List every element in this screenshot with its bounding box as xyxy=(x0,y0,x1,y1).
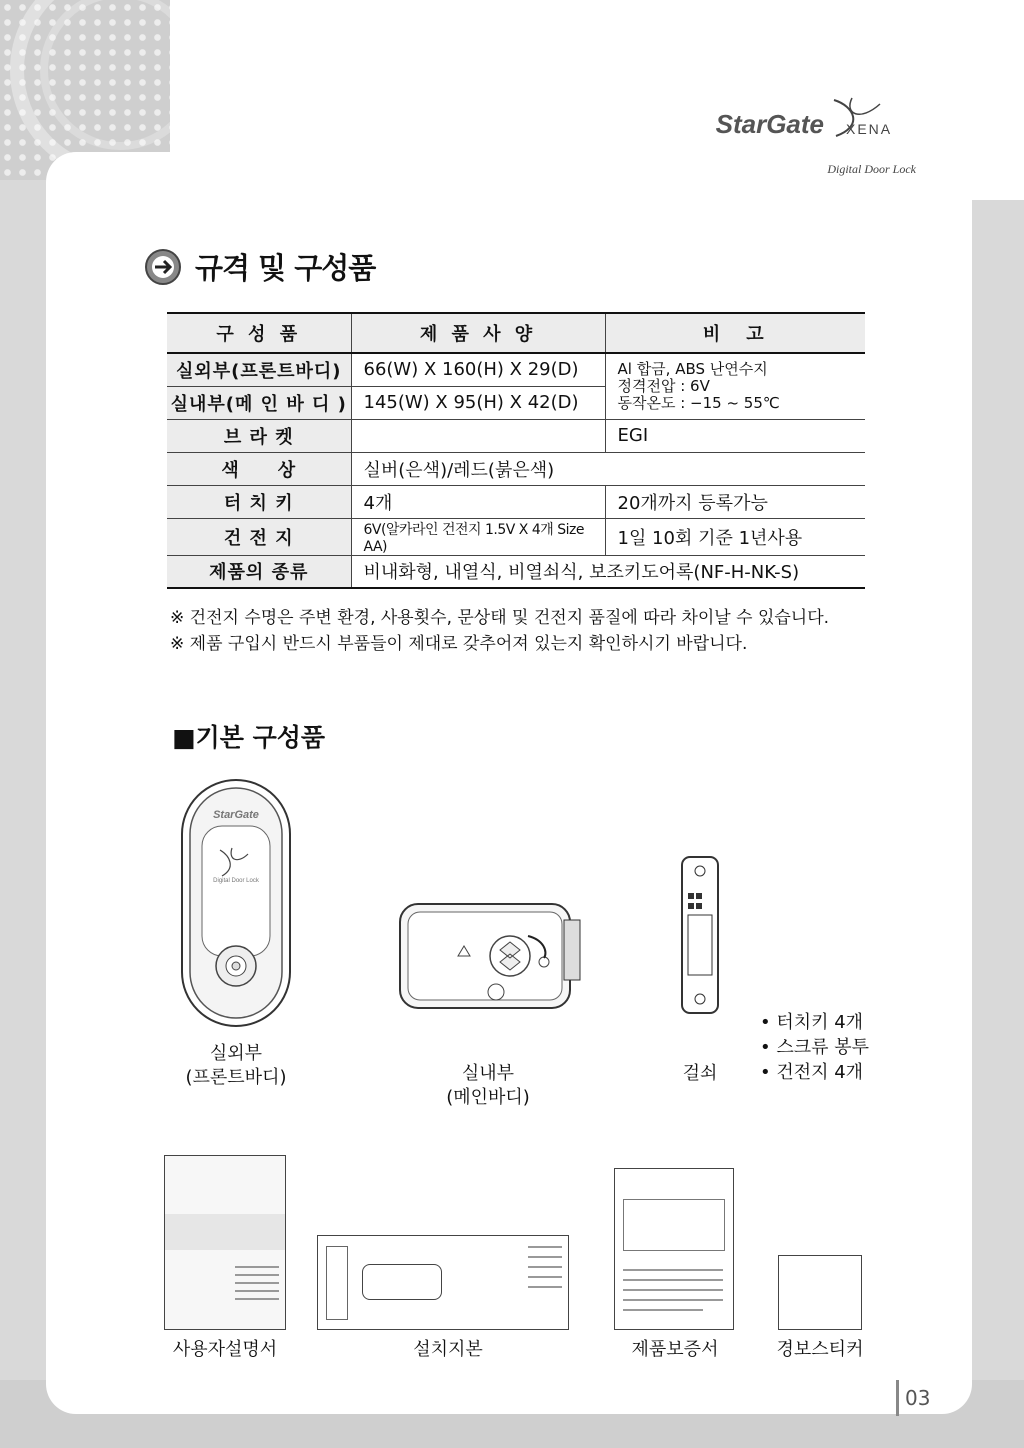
caption-line: 실외부 xyxy=(209,1043,263,1064)
header-note: 비 고 xyxy=(605,313,865,353)
list-item: • 스크류 봉투 xyxy=(760,1037,870,1058)
brand-logo xyxy=(716,96,904,140)
caption-line: (프론트바디) xyxy=(185,1067,287,1088)
row-label-main: 실내부(메 인 바 디 ) xyxy=(167,386,351,419)
note-check-parts: ※ 제품 구입시 반드시 부품들이 제대로 갖추어져 있는지 확인하시기 바랍니다. xyxy=(170,634,748,654)
warranty-thumbnail xyxy=(614,1168,734,1330)
table-row xyxy=(167,555,865,588)
components-title: ■기본 구성품 xyxy=(172,723,326,752)
table-row xyxy=(167,353,865,386)
caption-line: 실내부 xyxy=(461,1063,515,1084)
table-row xyxy=(167,452,865,485)
row-label-types: 제품의 종류 xyxy=(167,555,351,588)
front-body-caption xyxy=(176,1042,296,1090)
row-spec-battery: 6V(알카라인 건전지 1.5V X 4개 Size AA) xyxy=(351,518,605,555)
list-item: • 건전지 4개 xyxy=(760,1062,864,1083)
section-heading xyxy=(143,246,375,287)
note-line: 정격전압 : 6V xyxy=(617,376,710,395)
front-body-illustration xyxy=(180,778,292,1028)
caption-line: (메인바디) xyxy=(446,1087,530,1108)
front-logo-text: StarGate xyxy=(213,809,259,821)
table-row xyxy=(167,518,865,555)
arrow-circle-icon xyxy=(143,247,183,287)
warranty-form-box xyxy=(623,1199,725,1251)
extras-list xyxy=(760,1010,869,1085)
row-note-bracket: EGI xyxy=(605,419,865,452)
row-label-touchkey: 터 치 키 xyxy=(167,485,351,518)
template-lock-shape xyxy=(362,1264,442,1300)
list-item: • 터치키 4개 xyxy=(760,1012,864,1033)
table-row xyxy=(167,419,865,452)
row-spec-touchkey: 4개 xyxy=(351,485,605,518)
row-label-color: 색 상 xyxy=(167,452,351,485)
xena-logo-icon xyxy=(824,96,904,140)
row-spec-front: 66(W) X 160(H) X 29(D) xyxy=(351,353,605,386)
row-note-touchkey: 20개까지 등록가능 xyxy=(605,485,865,518)
row-spec-bracket xyxy=(351,419,605,452)
notes xyxy=(170,605,829,657)
warranty-caption: 제품보증서 xyxy=(631,1339,719,1360)
manual-caption: 사용자설명서 xyxy=(172,1339,278,1360)
table-header-row xyxy=(167,313,865,353)
strike-illustration xyxy=(680,855,720,1015)
main-body-caption xyxy=(438,1062,538,1110)
template-strike-shape xyxy=(326,1246,348,1320)
template-thumbnail xyxy=(317,1235,569,1330)
note-line: Al 합금, ABS 난연수지 xyxy=(617,359,768,378)
front-sub-text: Digital Door Lock xyxy=(213,878,259,884)
row-spec-main: 145(W) X 95(H) X 42(D) xyxy=(351,386,605,419)
row-note-battery: 1일 10회 기준 1년사용 xyxy=(605,518,865,555)
xena-text: XENA xyxy=(846,121,893,137)
strike-caption: 걸쇠 xyxy=(682,1063,718,1084)
page-number: 03 xyxy=(896,1380,930,1416)
sticker-caption: 경보스티커 xyxy=(776,1339,864,1360)
main-body-illustration xyxy=(398,900,582,1012)
manual-thumbnail xyxy=(164,1155,286,1330)
row-label-battery: 건 전 지 xyxy=(167,518,351,555)
header-spec: 제 품 사 양 xyxy=(351,313,605,353)
spec-table xyxy=(167,312,865,589)
section-title: 규격 및 구성품 xyxy=(195,251,376,285)
row-spec-color: 실버(은색)/레드(붉은색) xyxy=(351,452,865,485)
note-line: 동작온도 : −15 ~ 55℃ xyxy=(617,393,780,412)
brand-name: StarGate xyxy=(715,109,824,139)
row-spec-types: 비내화형, 내열식, 비열쇠식, 보조키도어록(NF-H-NK-S) xyxy=(351,555,865,588)
template-caption: 설치지본 xyxy=(413,1339,483,1360)
table-row xyxy=(167,485,865,518)
row-label-bracket: 브 라 켓 xyxy=(167,419,351,452)
row-note-body xyxy=(605,353,865,419)
header-component: 구 성 품 xyxy=(167,313,351,353)
manual-band xyxy=(165,1214,285,1250)
note-battery-life: ※ 건전지 수명은 주변 환경, 사용횟수, 문상태 및 건전지 품질에 따라 차이날 수 있습니다. xyxy=(170,608,830,628)
row-label-front: 실외부(프론트바디) xyxy=(167,353,351,386)
sticker-thumbnail xyxy=(778,1255,862,1330)
brand-tagline: Digital Door Lock xyxy=(827,162,916,176)
